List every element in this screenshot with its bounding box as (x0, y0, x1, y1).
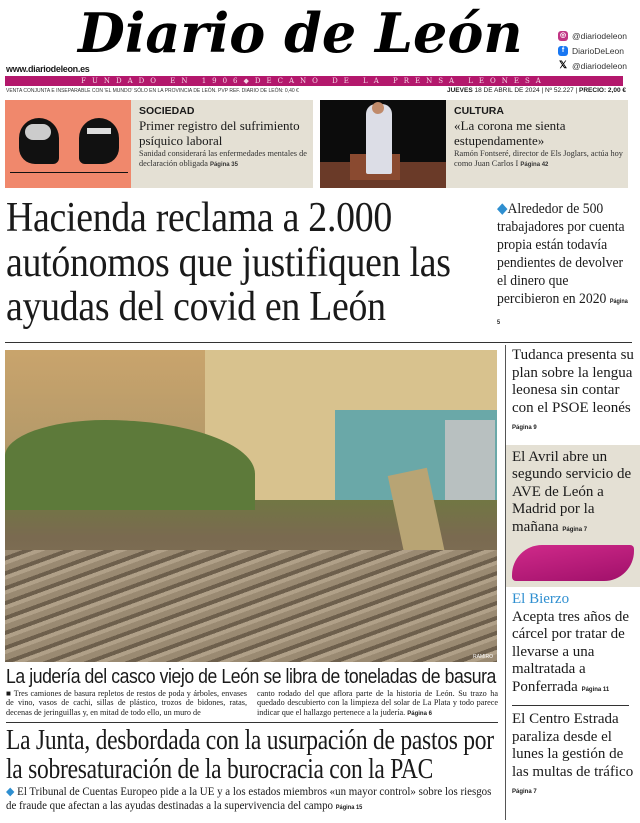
diamond-bullet-icon: ◆ (6, 786, 15, 799)
facebook-handle: DiarioDeLeon (572, 46, 624, 56)
sidebar-headline: Acepta tres años de cárcel por tratar de llevarse a una maltratada a Ponferrada (512, 608, 630, 695)
section-label: SOCIEDAD (139, 105, 195, 117)
teaser-cultura[interactable] (320, 100, 628, 188)
lead-headline-box[interactable] (6, 196, 492, 330)
avril-box[interactable] (506, 445, 640, 588)
teaser-sub: Sanidad considerará las enfermedades mentales de declaración obligada (139, 149, 307, 168)
lead-summary (497, 200, 632, 332)
page-ref: Página 11 (581, 686, 610, 693)
teaser-sub: Ramón Fontseré, director de Els Joglars, actúa hoy como Juan Carlos I (454, 149, 623, 168)
teaser-headline: «La corona me sienta estupendamente» (454, 118, 566, 148)
page-ref: Página 5 (497, 299, 628, 326)
issue-number: Nº 52.227 (544, 87, 574, 94)
photo-credit: RAMIRO (473, 654, 493, 660)
page-ref: Página 35 (209, 161, 238, 168)
juderia-photo (5, 350, 497, 662)
social-x[interactable] (558, 61, 627, 71)
page-ref: Página 7 (562, 526, 588, 533)
sidebar-headline: Tudanca presenta su plan sobre la lengua leonesa sin contar con el PSOE leonés (512, 347, 634, 416)
col1-text: Tres camiones de basura repletos de restos de poda y árboles, envases de vino, vasos de cachi, sillas de plástico, trozos de bidones, ratas, decenas de jeringuillas y, en mitad de todo ello, un muro de (6, 689, 247, 717)
lower-stories (6, 665, 498, 815)
section-label: CULTURA (454, 105, 504, 117)
sidebar-story-estrada[interactable] (512, 711, 634, 802)
page-ref: Página 9 (512, 425, 537, 431)
page-ref: Página 6 (407, 710, 432, 717)
square-bullet-icon: ■ (6, 689, 12, 698)
actor-photo (320, 100, 446, 188)
logo-area (78, 1, 548, 65)
page-ref: Página 15 (335, 804, 363, 811)
sidebar-story-tudanca[interactable] (512, 347, 634, 438)
col2-text: canto rodado del que aflora parte de la historia de León. Su trazo ha quedado descubierto con la limpieza del solar de La Plata y todo parece indicar que el hallazgo pertenece a la judería. (257, 689, 498, 717)
sidebar (512, 347, 634, 802)
summary-text: Alrededor de 500 trabajadores por cuenta propia están todavía pendientes de devolver el dinero que percibieron en 2020 (497, 201, 625, 307)
x-icon: 𝕏 (558, 60, 568, 71)
teaser-headline: Primer registro del sufrimiento psíquico laboral (139, 118, 300, 148)
tagline-band: FUNDADO EN 1906◆DECANO DE LA PRENSA LEONESA (5, 76, 623, 86)
sidebar-headline: El Centro Estrada paraliza desde el lunes la gestión de las multas de tráfico (512, 711, 634, 780)
heads-illustration (5, 100, 131, 188)
third-headline-box[interactable] (6, 726, 498, 784)
third-headline[interactable]: La Junta, desbordada con la usurpación de pastos por la sobresaturación de la burocracia con la PAC (6, 725, 494, 786)
summary-text: El Tribunal de Cuentas Europeo pide a la UE y a los estados miembros «un mayor control» sobre los riesgos de fraude que afectan a las ayudas destinadas a la supervivencia del campo (6, 786, 492, 812)
photo-story-col2 (257, 689, 498, 719)
diamond-bullet-icon: ◆ (497, 201, 508, 217)
sidebar-story-avril (512, 449, 634, 540)
website-url[interactable]: www.diariodeleon.es (6, 64, 90, 74)
facebook-icon: f (558, 46, 568, 56)
sidebar-story-bierzo[interactable] (512, 591, 634, 699)
instagram-handle: @diariodeleon (572, 31, 627, 41)
lead-headline[interactable]: Hacienda reclama a 2.000 autónomos que justifiquen las ayudas del covid en León (6, 195, 451, 330)
photo-story-headline[interactable]: La judería del casco viejo de León se libra de toneladas de basura (6, 665, 496, 688)
photo-story-col1 (6, 689, 247, 719)
day: JUEVES (447, 87, 473, 94)
social-instagram[interactable] (558, 31, 627, 41)
price: PRECIO: 2,00 € (579, 87, 626, 94)
train-photo (512, 545, 634, 581)
date: 18 DE ABRIL DE 2024 (474, 87, 540, 94)
newspaper-logo: Diario de León (78, 1, 523, 65)
edition-info: JUEVES 18 DE ABRIL DE 2024 | Nº 52.227 | PRECIO: 2,00 € (447, 87, 626, 94)
social-facebook[interactable] (558, 46, 624, 56)
instagram-icon: ◎ (559, 32, 567, 39)
page-ref: Página 42 (520, 161, 549, 168)
sale-notice: VENTA CONJUNTA E INSEPARABLE CON 'EL MUNDO' SÓLO EN LA PROVINCIA DE LEÓN. PVP REF. DIARIO DE LEÓN: 0,40 € (6, 88, 299, 94)
sidebar-headline: El Avril abre un segundo servicio de AVE de León a Madrid por la mañana (512, 448, 632, 535)
teaser-sociedad[interactable] (5, 100, 313, 188)
section-label: El Bierzo (512, 591, 570, 607)
page-ref: Página 7 (512, 789, 537, 795)
x-handle: @diariodeleon (572, 61, 627, 71)
third-summary (6, 786, 498, 815)
